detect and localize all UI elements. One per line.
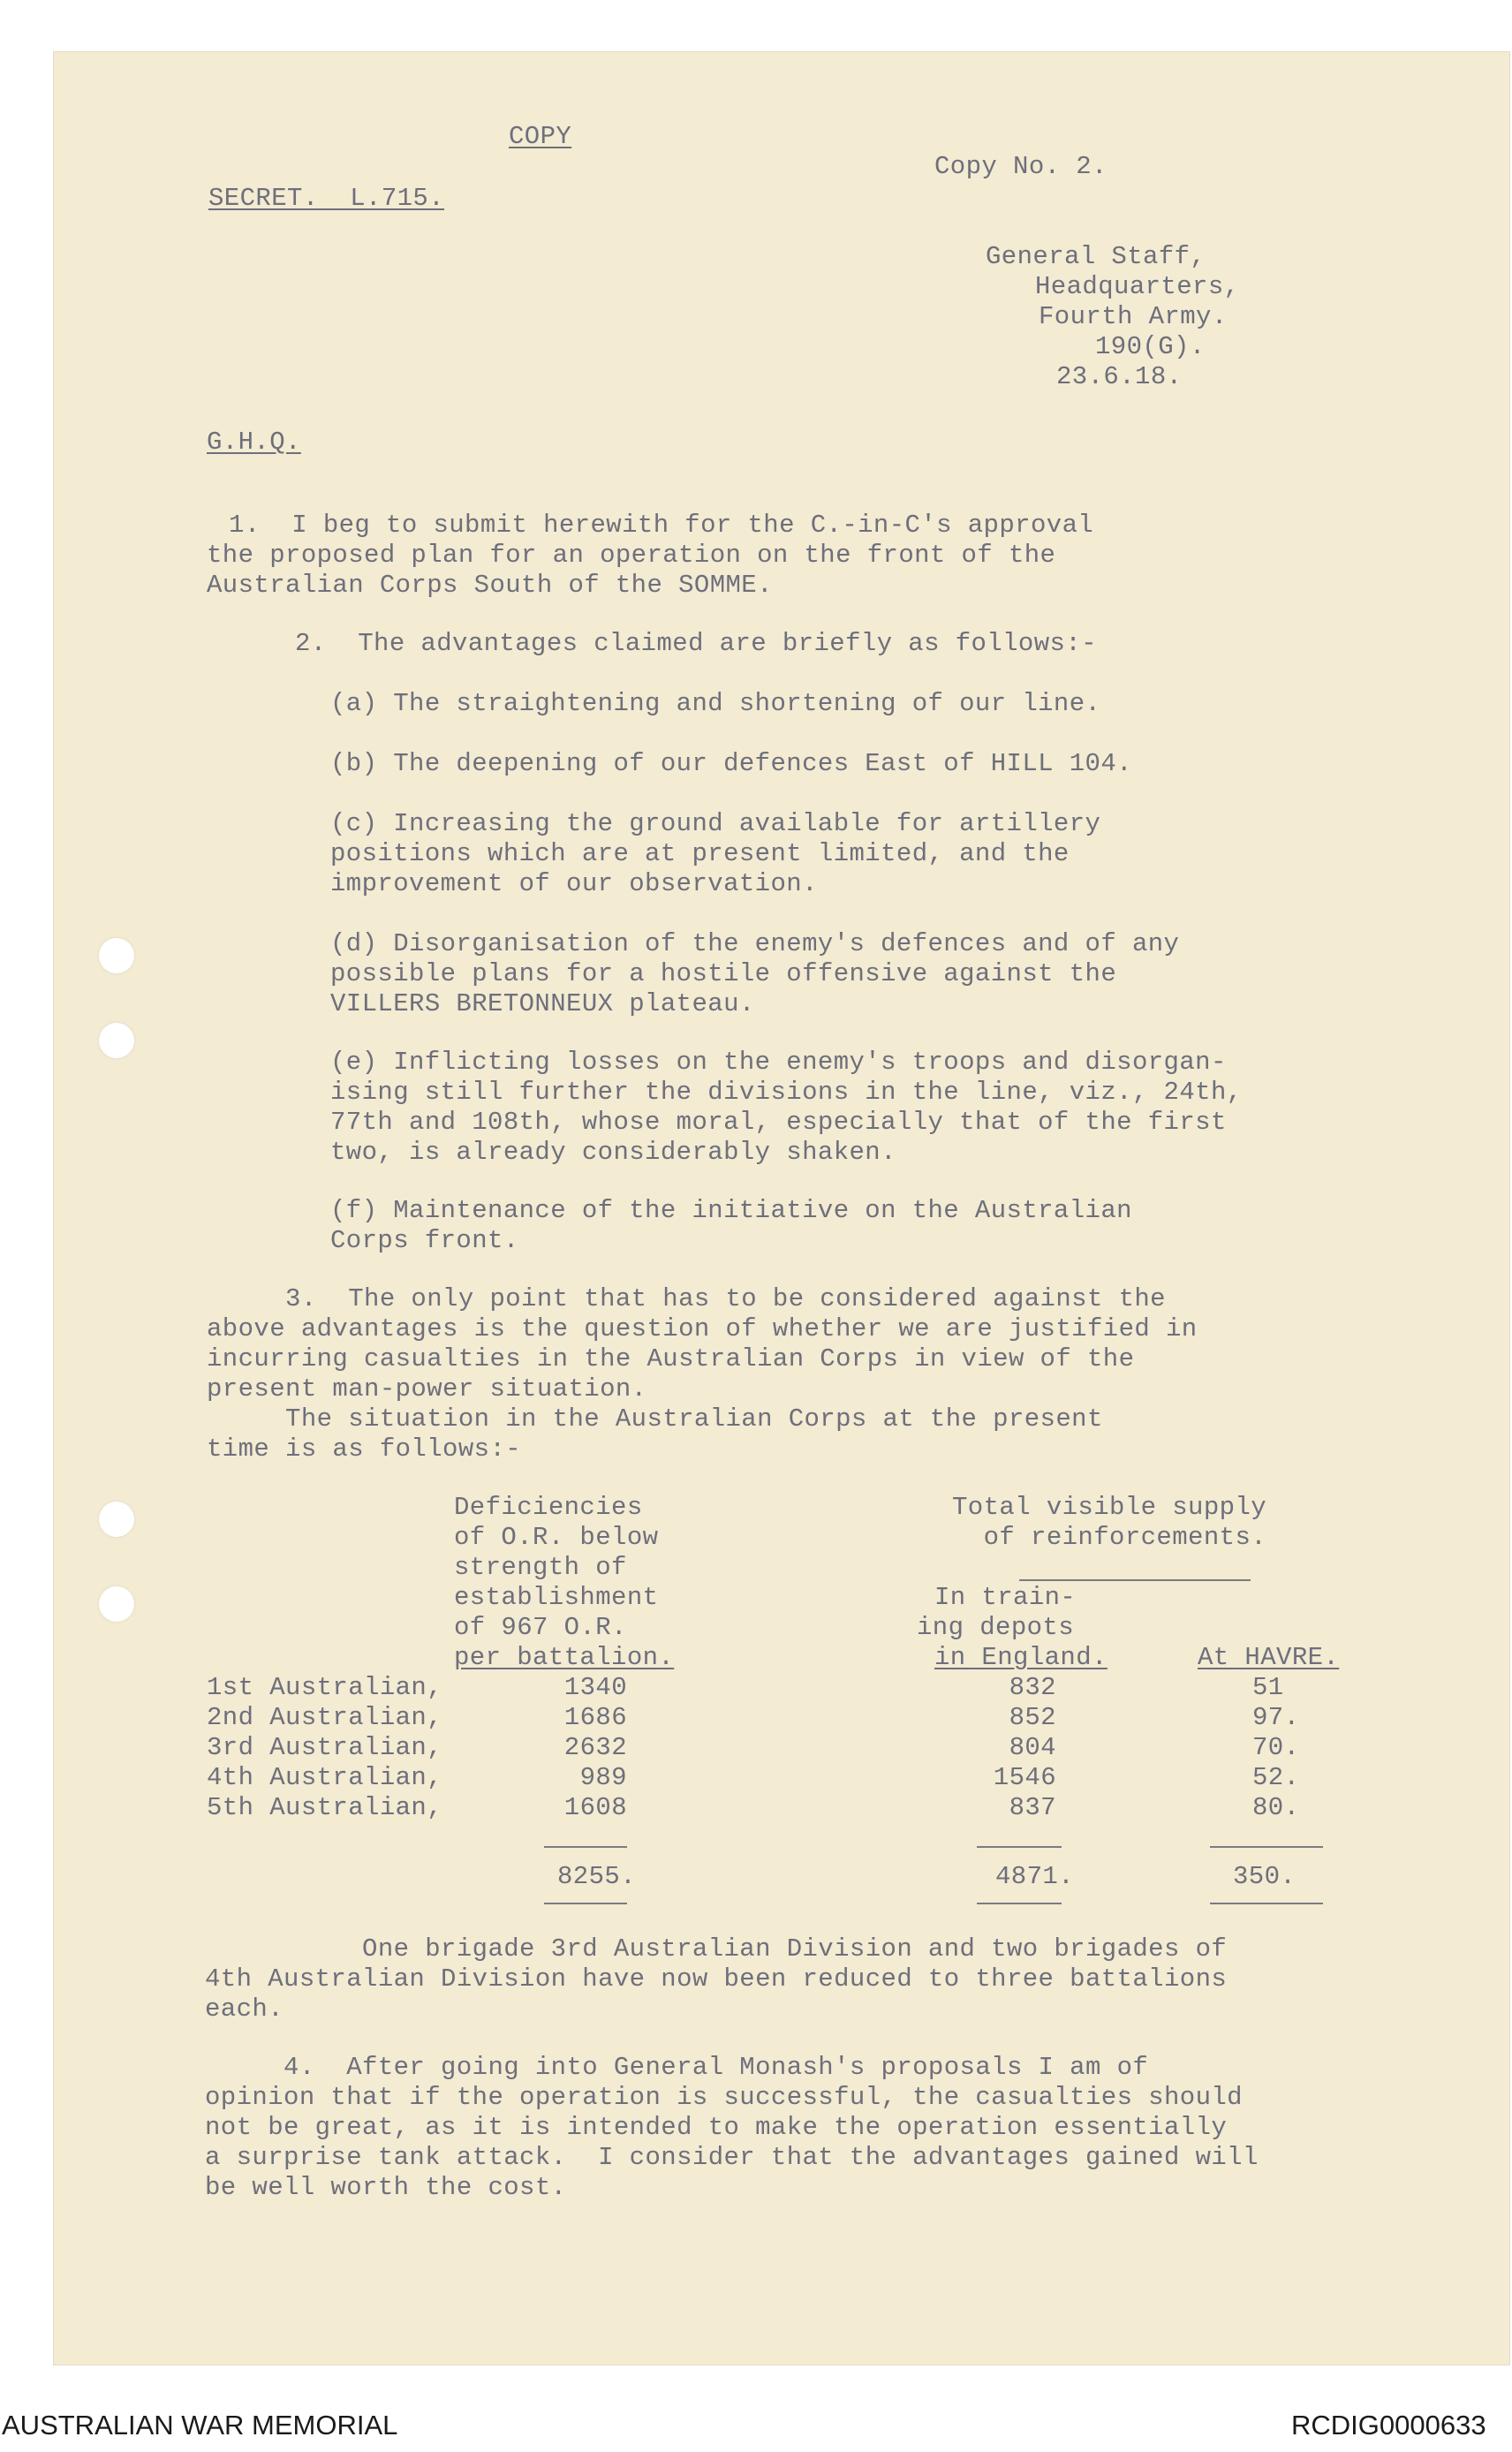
table-cell-deficiency: 2632	[563, 1733, 627, 1762]
punch-hole	[99, 1502, 134, 1537]
list-item: (d) Disorganisation of the enemy's defences and of any	[330, 929, 1180, 958]
list-item: 77th and 108th, whose moral, especially that of the first	[330, 1108, 1227, 1137]
copy-number: Copy No. 2.	[934, 152, 1108, 181]
table-header-deficiency: per battalion.	[454, 1643, 675, 1672]
table-header-england: ing depots	[917, 1613, 1075, 1642]
paragraph-line: be well worth the cost.	[205, 2173, 567, 2202]
total-rule	[544, 1846, 627, 1848]
table-cell-england: 1546	[993, 1763, 1056, 1792]
list-item: two, is already considerably shaken.	[330, 1138, 896, 1167]
footer-institution: AUSTRALIAN WAR MEMORIAL	[2, 2410, 398, 2441]
punch-hole	[99, 1586, 134, 1622]
footer-record-id: RCDIG0000633	[1291, 2410, 1486, 2441]
address-line: 190(G).	[1095, 332, 1206, 361]
address-line: 23.6.18.	[1056, 362, 1183, 391]
table-cell-deficiency: 989	[579, 1763, 627, 1792]
table-cell-havre: 70.	[1252, 1733, 1300, 1762]
paragraph-line: time is as follows:-	[207, 1434, 522, 1464]
list-item: (a) The straightening and shortening of our line.	[330, 689, 1101, 718]
copy-label: COPY	[509, 122, 572, 151]
table-header-deficiency: Deficiencies	[454, 1493, 643, 1522]
total-rule	[977, 1846, 1062, 1848]
table-header-supply: of reinforcements.	[952, 1523, 1267, 1552]
paragraph-line: 2. The advantages claimed are briefly as follows:-	[295, 629, 1097, 658]
list-item: improvement of our observation.	[330, 869, 818, 898]
total-rule	[977, 1903, 1062, 1904]
paragraph-line: above advantages is the question of whether we are justified in	[207, 1314, 1198, 1343]
address-line: Headquarters,	[1035, 272, 1240, 301]
table-header-deficiency: of O.R. below	[454, 1523, 659, 1552]
total-rule	[1210, 1846, 1323, 1848]
table-cell-havre: 51	[1252, 1673, 1284, 1702]
table-cell-england: 837	[1009, 1793, 1056, 1822]
paragraph-line: The situation in the Australian Corps at the present	[207, 1404, 1103, 1434]
table-header-deficiency: establishment	[454, 1583, 659, 1612]
table-row-division: 3rd Australian,	[207, 1733, 443, 1762]
table-total-england: 4871.	[994, 1862, 1074, 1891]
table-cell-havre: 52.	[1252, 1763, 1300, 1792]
list-item: possible plans for a hostile offensive against the	[330, 959, 1117, 988]
list-item: (f) Maintenance of the initiative on the Australian	[330, 1196, 1132, 1225]
table-header-england: In train-	[934, 1583, 1077, 1612]
table-header-supply: Total visible supply	[952, 1493, 1267, 1522]
paragraph-line: opinion that if the operation is successful, the casualties should	[205, 2083, 1243, 2112]
table-row-division: 5th Australian,	[207, 1793, 443, 1822]
table-row-division: 1st Australian,	[207, 1673, 443, 1702]
paragraph-line: incurring casualties in the Australian Corps in view of the	[207, 1344, 1135, 1374]
recipient: G.H.Q.	[207, 428, 301, 457]
paragraph-line: each.	[205, 1994, 284, 2024]
punch-hole	[99, 938, 134, 973]
header-rule	[1019, 1579, 1251, 1581]
table-row-division: 4th Australian,	[207, 1763, 443, 1792]
list-item: VILLERS BRETONNEUX plateau.	[330, 989, 755, 1018]
table-cell-deficiency: 1340	[563, 1673, 627, 1702]
table-header-deficiency: strength of	[454, 1553, 627, 1582]
table-cell-havre: 97.	[1252, 1703, 1300, 1732]
paragraph-line: One brigade 3rd Australian Division and two brigades of	[205, 1934, 1228, 1964]
table-header-england: in England.	[934, 1643, 1108, 1672]
table-header-havre: At HAVRE.	[1198, 1643, 1340, 1672]
table-total-havre: 350.	[1233, 1862, 1297, 1891]
paragraph-line: not be great, as it is intended to make the operation essentially	[205, 2113, 1228, 2142]
punch-hole	[99, 1023, 134, 1058]
list-item: ising still further the divisions in the line, viz., 24th,	[330, 1078, 1243, 1107]
table-cell-england: 804	[1009, 1733, 1056, 1762]
list-item: (b) The deepening of our defences East of HILL 104.	[330, 749, 1132, 778]
paragraph-line: the proposed plan for an operation on the front of the	[207, 541, 1056, 570]
paragraph-line: 4. After going into General Monash's proposals I am of	[205, 2053, 1149, 2082]
list-item: positions which are at present limited, and the	[330, 839, 1070, 868]
table-row-division: 2nd Australian,	[207, 1703, 443, 1732]
address-line: General Staff,	[986, 242, 1206, 271]
table-cell-deficiency: 1608	[563, 1793, 627, 1822]
address-line: Fourth Army.	[1039, 302, 1228, 331]
list-item: (c) Increasing the ground available for artillery	[330, 809, 1101, 838]
table-header-deficiency: of 967 O.R.	[454, 1613, 627, 1642]
secret-reference: SECRET. L.715.	[208, 184, 445, 213]
paragraph-line: Australian Corps South of the SOMME.	[207, 571, 773, 600]
paragraph-line: 3. The only point that has to be considered against the	[207, 1284, 1166, 1313]
total-rule	[544, 1903, 627, 1904]
paragraph-line: present man-power situation.	[207, 1374, 647, 1404]
table-cell-deficiency: 1686	[563, 1703, 627, 1732]
paragraph-line: a surprise tank attack. I consider that the advantages gained will	[205, 2143, 1259, 2172]
list-item: (e) Inflicting losses on the enemy's troops and disorgan-	[330, 1048, 1227, 1077]
paragraph-line: 1. I beg to submit herewith for the C.-in-C's approval	[150, 511, 1094, 540]
total-rule	[1210, 1903, 1323, 1904]
list-item: Corps front.	[330, 1226, 519, 1255]
table-cell-havre: 80.	[1252, 1793, 1300, 1822]
paragraph-line: 4th Australian Division have now been reduced to three battalions	[205, 1964, 1228, 1994]
table-total-deficiency: 8255.	[556, 1862, 636, 1891]
table-cell-england: 852	[1009, 1703, 1056, 1732]
table-cell-england: 832	[1009, 1673, 1056, 1702]
